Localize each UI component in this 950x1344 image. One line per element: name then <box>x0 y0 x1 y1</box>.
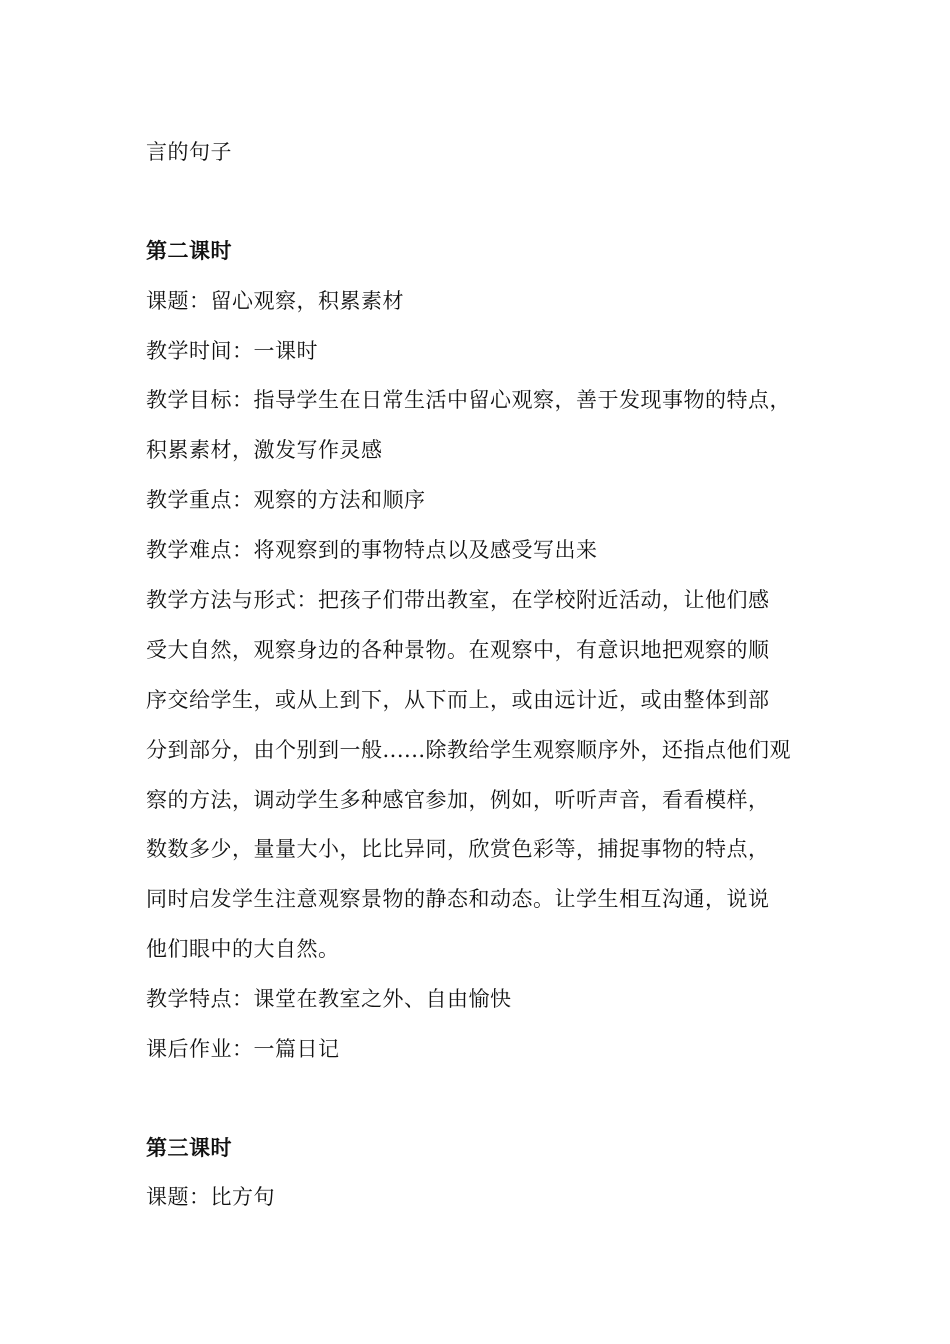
lesson-2-heading: 第二课时 <box>146 238 232 263</box>
lesson-2-method-line-3: 序交给学生，或从上到下，从下而上，或由远计近，或由整体到部 <box>146 688 770 712</box>
lesson-2-key-point: 教学重点：观察的方法和顺序 <box>146 488 426 512</box>
lesson-2-topic: 课题：留心观察，积累素材 <box>146 289 404 313</box>
lesson-2-method-line-1: 教学方法与形式：把孩子们带出教室，在学校附近活动，让他们感 <box>146 588 770 612</box>
lesson-2-time: 教学时间：一课时 <box>146 339 318 363</box>
lesson-2-feature: 教学特点：课堂在教室之外、自由愉快 <box>146 987 512 1011</box>
lesson-2-method-line-4: 分到部分，由个别到一般......除教给学生观察顺序外，还指点他们观 <box>146 738 792 762</box>
lesson-2-method-line-7: 同时启发学生注意观察景物的静态和动态。让学生相互沟通，说说 <box>146 887 770 911</box>
continuation-text: 言的句子 <box>146 140 232 164</box>
lesson-2-homework: 课后作业：一篇日记 <box>146 1037 340 1061</box>
lesson-2-method-line-8: 他们眼中的大自然。 <box>146 937 340 961</box>
lesson-2-goal-line-1: 教学目标：指导学生在日常生活中留心观察，善于发现事物的特点， <box>146 388 791 412</box>
lesson-2-goal-line-2: 积累素材，激发写作灵感 <box>146 438 383 462</box>
lesson-2-method-line-5: 察的方法，调动学生多种感官参加，例如，听听声音，看看模样， <box>146 788 770 812</box>
lesson-2-method-line-2: 受大自然，观察身边的各种景物。在观察中，有意识地把观察的顺 <box>146 638 770 662</box>
lesson-3-topic: 课题：比方句 <box>146 1185 275 1209</box>
lesson-2-method-line-6: 数数多少，量量大小，比比异同，欣赏色彩等，捕捉事物的特点， <box>146 837 770 861</box>
lesson-3-heading: 第三课时 <box>146 1135 232 1160</box>
lesson-2-difficulty: 教学难点：将观察到的事物特点以及感受写出来 <box>146 538 598 562</box>
